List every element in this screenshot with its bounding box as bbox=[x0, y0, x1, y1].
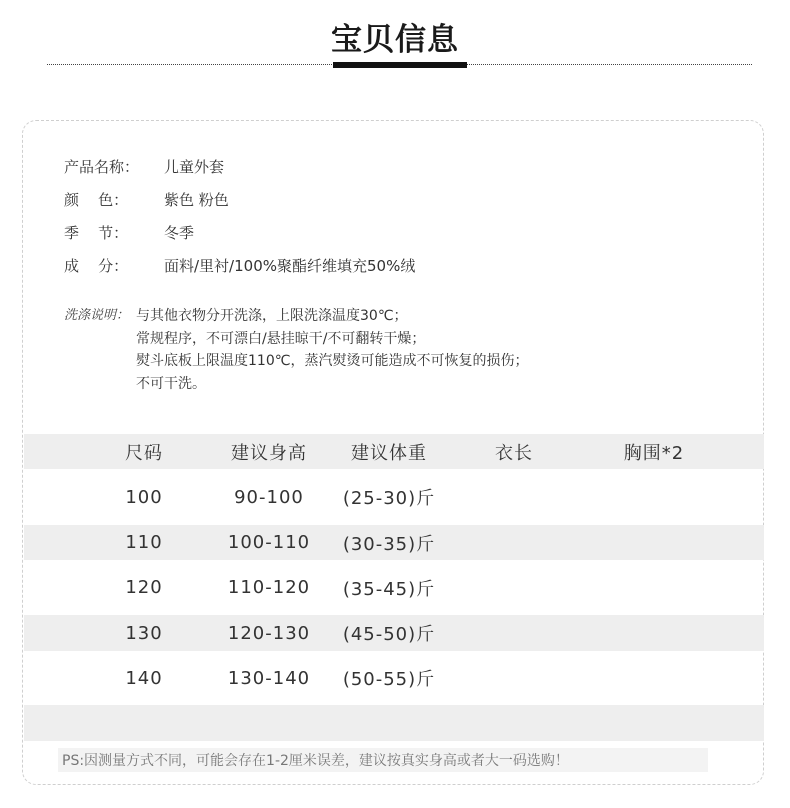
table-cell: (30-35)斤 bbox=[342, 533, 436, 555]
info-row-material bbox=[64, 249, 415, 282]
title-section bbox=[0, 0, 790, 80]
table-row bbox=[24, 525, 764, 560]
table-row bbox=[24, 560, 764, 615]
info-value: 面料/里衬/100%聚酯纤维填充50%绒 bbox=[164, 257, 416, 275]
measurement-note: PS:因测量方式不同，可能会存在1-2厘米误差，建议按真实身高或者大一码选购！ bbox=[58, 748, 708, 772]
info-row-color bbox=[64, 183, 415, 216]
table-cell: 100 bbox=[125, 486, 163, 508]
table-cell bbox=[464, 469, 564, 525]
table-header bbox=[24, 434, 764, 469]
table-cell: 120-130 bbox=[227, 622, 311, 644]
info-label: 季 节： bbox=[64, 224, 129, 242]
table-cell: (50-55)斤 bbox=[342, 669, 436, 690]
table-row bbox=[24, 615, 764, 651]
info-value: 儿童外套 bbox=[164, 158, 225, 176]
info-label: 产品名称： bbox=[64, 158, 140, 176]
wash-indent bbox=[64, 350, 136, 373]
header-cell: 建议体重 bbox=[351, 442, 427, 464]
wash-text: 熨斗底板上限温度110℃，蒸汽熨烫可能造成不可恢复的损伤； bbox=[136, 353, 529, 369]
wash-line bbox=[64, 373, 528, 396]
table-row bbox=[24, 469, 764, 525]
info-row-name bbox=[64, 150, 415, 183]
table-cell: (45-50)斤 bbox=[342, 624, 436, 645]
table-cell: (25-30)斤 bbox=[342, 488, 436, 509]
wash-indent bbox=[64, 328, 136, 351]
table-cell: 120 bbox=[125, 577, 163, 598]
table-cell bbox=[464, 525, 564, 560]
table-cell bbox=[589, 469, 719, 525]
table-cell: 100-110 bbox=[227, 532, 311, 553]
wash-line bbox=[64, 328, 528, 351]
header-cell: 尺码 bbox=[125, 442, 163, 464]
table-row bbox=[24, 651, 764, 705]
table-cell bbox=[464, 615, 564, 651]
wash-line bbox=[64, 305, 528, 328]
header-cell: 胸围*2 bbox=[623, 442, 685, 464]
page-title: 宝贝信息 bbox=[331, 22, 459, 58]
product-info bbox=[64, 150, 415, 282]
table-cell: 140 bbox=[125, 667, 163, 689]
table-cell bbox=[464, 651, 564, 705]
info-row-season bbox=[64, 216, 415, 249]
table-cell: 130 bbox=[125, 622, 163, 644]
table-cell: 110 bbox=[125, 532, 163, 553]
table-cell bbox=[589, 615, 719, 651]
wash-label: 洗涤说明： bbox=[64, 308, 130, 323]
wash-text: 常规程序，不可漂白/悬挂晾干/不可翻转干燥； bbox=[136, 330, 426, 347]
table-row-empty bbox=[24, 705, 764, 741]
header-cell: 建议身高 bbox=[231, 442, 307, 464]
wash-line bbox=[64, 350, 528, 373]
table-cell bbox=[589, 560, 719, 615]
table-cell: 90-100 bbox=[234, 486, 304, 508]
wash-text: 不可干洗。 bbox=[136, 375, 206, 392]
size-table bbox=[24, 434, 764, 741]
table-cell: (35-45)斤 bbox=[342, 578, 436, 600]
info-value: 紫色 粉色 bbox=[164, 191, 229, 209]
table-cell: 130-140 bbox=[227, 667, 311, 689]
title-underline bbox=[333, 62, 467, 68]
header-cell: 衣长 bbox=[495, 442, 533, 464]
wash-text: 与其他衣物分开洗涤，上限洗涤温度30℃； bbox=[136, 308, 408, 324]
table-cell: 110-120 bbox=[227, 577, 311, 598]
table-cell bbox=[464, 560, 564, 615]
washing-instructions bbox=[64, 305, 528, 395]
wash-indent bbox=[64, 373, 136, 396]
info-value: 冬季 bbox=[164, 224, 195, 242]
table-cell bbox=[589, 525, 719, 560]
info-label: 成 分： bbox=[64, 257, 129, 275]
info-label: 颜 色： bbox=[64, 191, 129, 209]
table-cell bbox=[589, 651, 719, 705]
